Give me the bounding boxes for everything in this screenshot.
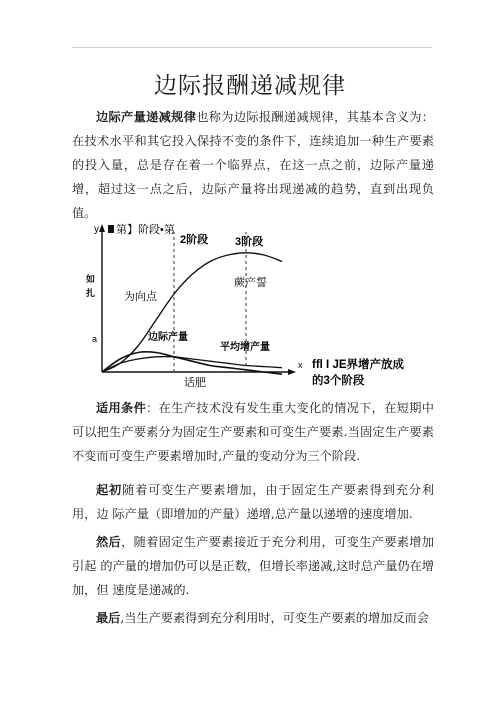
stage-last-body: ,当生产要素得到充分利用时，可变生产要素的增加反而会	[120, 611, 429, 625]
stage-header: 第】阶段•第	[116, 224, 175, 236]
total-product-label: 蕨产誓	[234, 277, 267, 289]
inflection-label: 为向点	[124, 291, 157, 303]
intro-lead: 边际产量递减规律	[96, 110, 197, 124]
x-axis-label: 话肥	[184, 377, 206, 389]
marginal-product-curve	[102, 352, 282, 374]
stage-3-label: 3阶段	[235, 236, 264, 248]
average-product-curve	[102, 357, 282, 372]
average-product-label: 平均增产量	[220, 342, 270, 353]
x-axis-arrow	[288, 369, 296, 375]
stage-first-lead: 起初	[96, 483, 123, 497]
top-divider	[72, 47, 432, 48]
stage-then-lead: 然后	[96, 535, 122, 549]
conditions-paragraph	[72, 396, 434, 468]
stage-then-body: ，随着固定生产要素接近于充分利用，可变生产要素增加引起 的产量的增加仍可以是正数，但增长率递减,这时总产量仍在增加，但 速度是递减的.	[72, 535, 434, 597]
conditions-body: ：在生产技术没有发生重大变化的情况下，在短期中可以把生产要素分为固定生产要素和可变生产要素.当固定生产要素不变而可变生产要素增加时,产量的变动分为三个阶段.	[72, 401, 434, 463]
x-axis-letter: x	[298, 360, 303, 370]
y-axis-arrow	[99, 224, 105, 232]
page-title: 边际报酬递减规律	[154, 73, 346, 100]
stage-2-label: 2阶段	[180, 234, 209, 246]
y-side-label-a: 如	[86, 274, 96, 284]
marginal-product-label: 边际产量	[148, 332, 188, 343]
figure-caption-line-2: 的3个阶段	[312, 375, 365, 387]
stage-last-lead: 最后	[96, 611, 121, 625]
conditions-lead: 适用条件	[96, 401, 147, 415]
stage-then-paragraph	[72, 530, 434, 602]
intro-body: 也称为边际报酬递减规律，其基本含义为：在技术水平和其它投入保持不变的条件下，连续追加一种生产要素的投入量，总是存在着一个临界点，在这一点之前，边际产量递增，超过这一点之后，边际产量将出现递减的趋势，直到出现负值。	[72, 110, 434, 220]
figure-caption-line-1: ffl I JE界增产放成	[312, 359, 405, 371]
origin-mark: a	[92, 334, 98, 344]
stage-first-body: 随着可变生产要素增加，由于固定生产要素得到充分利用，边 际产量（即增加的产量）递增,总产量以递增的速度增加.	[72, 483, 435, 521]
stage-first-paragraph	[72, 478, 434, 526]
intro-paragraph	[72, 105, 434, 225]
stage-last-paragraph	[72, 606, 434, 630]
y-side-label-b: 扎	[86, 288, 96, 298]
production-curve-chart	[72, 218, 434, 398]
y-axis-letter: y	[94, 224, 99, 235]
stage-header-marker	[108, 225, 114, 233]
production-stage-figure	[72, 218, 434, 398]
